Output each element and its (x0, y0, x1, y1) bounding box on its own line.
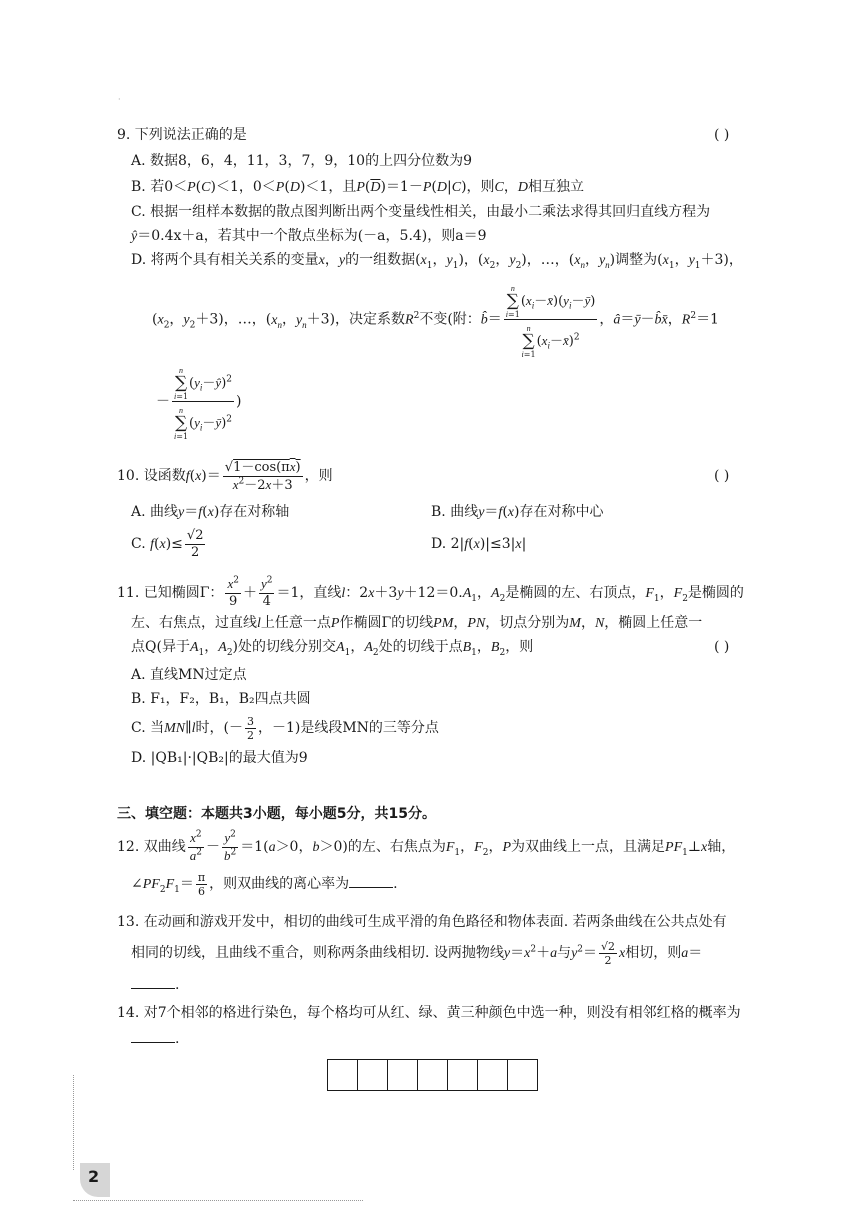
q14-answer-blank[interactable] (131, 1030, 175, 1043)
q12-stem-line1: 12. 双曲线 $\frac{x^2}{a^2}$ － $\frac{y^2}{b^2}$ ＝1(a＞0，b＞0)的左、右焦点为$F_1$，$F_2$，P为双曲线上一点，且满足$PF_1\perp x$轴， (117, 829, 736, 863)
grid-cell (418, 1060, 448, 1090)
grid-cell (508, 1060, 537, 1090)
q10-option-b: B. 曲线y＝f(x)存在对称中心 (431, 504, 604, 520)
q9-option-b: B. 若0＜P(C)＜1，0＜P(D)＜1，且$P(\overline{D})=1-P(D|C)$，则C，D相互独立 (131, 179, 585, 195)
q9-option-c-line2: ŷ＝0.4x＋a，若其中一个散点坐标为(－a，5.4)，则a＝9 (131, 228, 487, 244)
q10-option-a: A. 曲线y＝f(x)存在对称轴 (131, 504, 290, 520)
q9-option-c-line1: C. 根据一组样本数据的散点图判断出两个变量线性相关，由最小二乘法求得其回归直线方程为 (131, 204, 711, 220)
q14-line2: . (131, 1030, 179, 1048)
q9-option-d-line1: D. 将两个具有相关关系的变量x，y的一组数据($x_1$，$y_1$)，($x_2$，$y_2$)，…，($x_n$，$y_n$)调整为($x_1$，$y_1+3$)， (131, 252, 743, 271)
q12-answer-blank[interactable] (349, 875, 393, 888)
grid-cell (478, 1060, 508, 1090)
page-number: 2 (88, 1167, 100, 1186)
q11-option-d: D. |QB₁|·|QB₂|的最大值为9 (131, 750, 308, 766)
q10-option-c: C. f(x)≤ $\frac{√2}{2}$ (131, 527, 204, 560)
q9-option-a: A. 数据8，6，4，11，3，7，9，10的上四分位数为9 (131, 153, 472, 169)
section-3-title: 三、填空题：本题共3小题，每小题5分，共15分。 (117, 806, 436, 822)
q9-answer-paren: ( ) (714, 127, 730, 143)
q11-answer-paren: ( ) (714, 639, 730, 655)
q13-answer-blank[interactable] (131, 976, 175, 989)
q9-option-d-line2: ($x_2$，$y_2+3$)，…，($x_n$，$y_n+3$)，决定系数$R^2$不变(附：b̂＝ n ∑ i=1 $(x_i-x̄)(y_i-ȳ)$ n ∑ i=1 $(x_i-x̄)^2$ ，â＝ȳ－b̂x̄，$R^2=1$ (152, 280, 719, 359)
grid-cell (358, 1060, 388, 1090)
q13-line1: 13. 在动画和游戏开发中，相切的曲线可生成平滑的角色路径和物体表面. 若两条曲线在公共点处有 (117, 914, 727, 930)
q11-stem-line1: 11. 已知椭圆Γ： $\frac{x^2}{9}$ ＋ $\frac{y^2}{4}$ ＝1，直线l：$2x+3y+12=0.A_1$，$A_2$是椭圆的左、右顶点，$F_1$，$F_2$是椭圆的 (117, 575, 744, 609)
margin-dotted-line-horizontal (73, 1200, 363, 1201)
q11-option-b: B. F₁，F₂，B₁，B₂四点共圆 (131, 691, 311, 707)
q11-option-a: A. 直线MN过定点 (131, 667, 247, 683)
q14-cell-grid (327, 1059, 538, 1091)
margin-dotted-line-vertical (73, 1075, 74, 1170)
b-hat-formula: n ∑ i=1 $(x_i-x̄)(y_i-ȳ)$ n ∑ i=1 $(x_i-x̄)^2$ (504, 280, 598, 359)
q11-stem-line2: 左、右焦点，过直线l上任意一点P作椭圆Γ的切线PM，PN，切点分别为M，N，椭圆上任意一 (131, 615, 703, 631)
q13-line3: . (131, 976, 179, 994)
grid-cell (328, 1060, 358, 1090)
q9-r2-formula: － n ∑ i=1 $(y_i-ŷ)^2$ n ∑ i=1 $(y_i-ȳ)^2$ ) (156, 362, 241, 441)
q10-answer-paren: ( ) (714, 468, 730, 484)
q11-option-c: C. 当MN∥l时，(－ $\frac{3}{2}$ ，－1)是线段MN的三等分点 (131, 714, 439, 742)
q9-stem: 9. 下列说法正确的是 (117, 127, 247, 143)
grid-cell (388, 1060, 418, 1090)
q14-line1: 14. 对7个相邻的格进行染色，每个格均可从红、绿、黄三种颜色中选一种，则没有相邻红格的概率为 (117, 1005, 741, 1021)
grid-cell (448, 1060, 478, 1090)
q13-line2: 相同的切线，且曲线不重合，则称两条曲线相切. 设两抛物线$y=x^2+a$与$y^2=$ $\frac{√2}{2}$ x相切，则a＝ (131, 939, 703, 967)
q10-stem: 10. 设函数f(x)＝ $\frac{√1-\cos(\pi x)}{x^2-2x+3}$ ，则 (117, 458, 333, 493)
q11-stem-line3: 点Q(异于$A_1$，$A_2$)处的切线分别交$A_1$，$A_2$处的切线于点$B_1$，$B_2$，则 (131, 639, 534, 658)
q10-option-d: D. 2|f(x)|≤3|x| (431, 536, 527, 552)
q12-stem-line2: $\angle PF_2F_1=$ $\frac{\pi}{6}$ ，则双曲线的离心率为 . (131, 870, 398, 898)
corner-tick: · (118, 95, 121, 104)
